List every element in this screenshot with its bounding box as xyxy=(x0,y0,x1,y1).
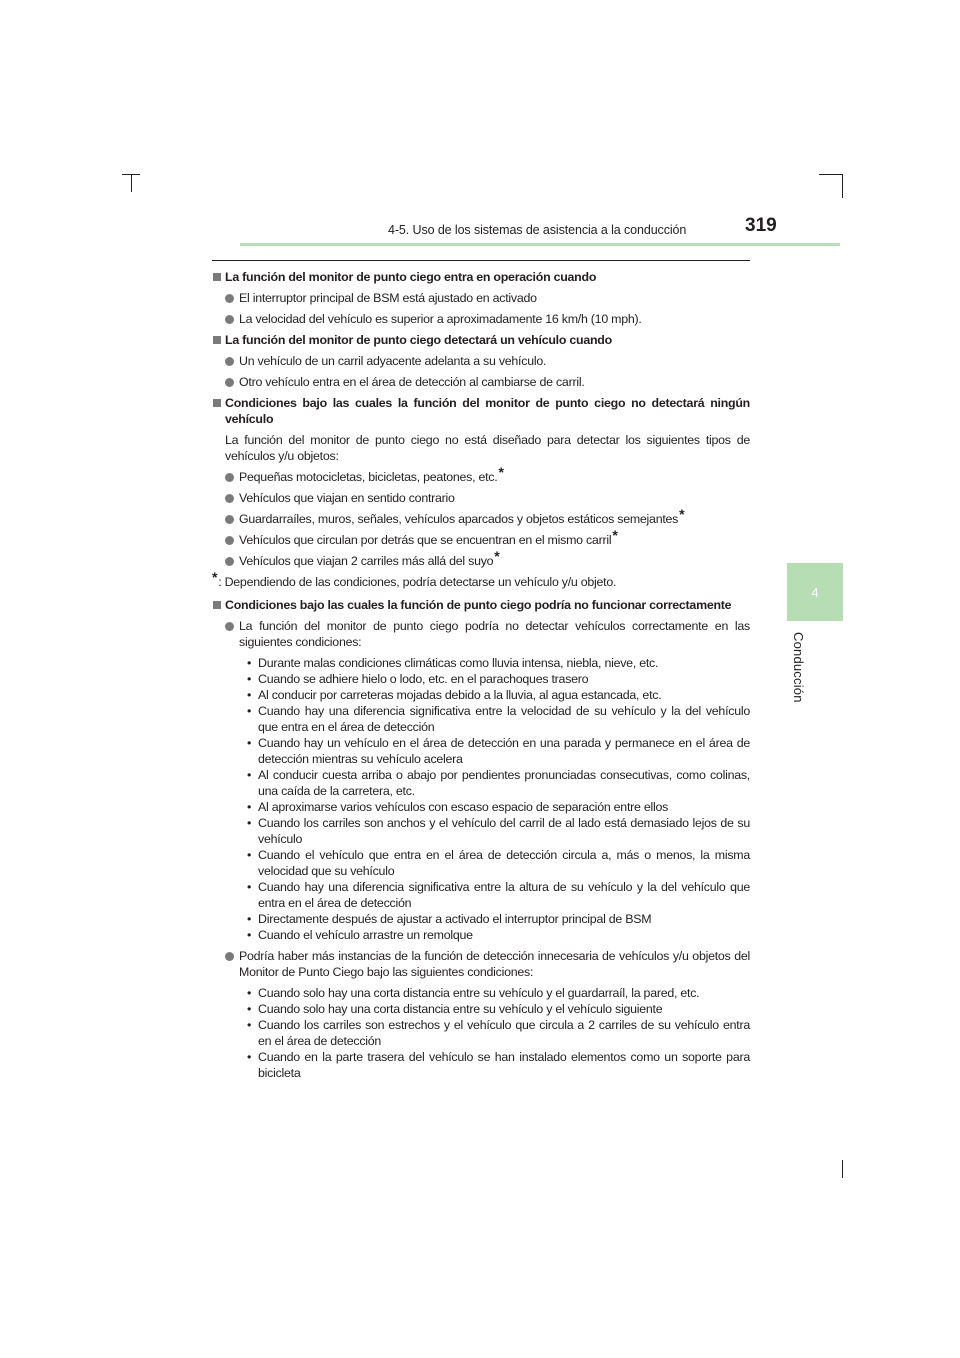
bullet-item xyxy=(212,506,750,527)
circle-bullet-icon xyxy=(225,315,234,324)
sub-item-text: Cuando hay una diferencia significativa entre la velocidad de su vehículo y la del vehículo que entra en el área de detección xyxy=(258,704,750,734)
middot-icon: • xyxy=(247,656,252,670)
circle-bullet-icon xyxy=(225,357,234,366)
sub-item-text: Directamente después de ajustar a activado el interruptor principal de BSM xyxy=(258,912,652,926)
footnote-asterisk: * xyxy=(679,506,685,522)
square-bullet-icon xyxy=(213,399,221,407)
bullet-text: Otro vehículo entra en el área de detección al cambiarse de carril. xyxy=(239,375,585,389)
bullet-text: La velocidad del vehículo es superior a aproximadamente 16 km/h (10 mph). xyxy=(239,312,642,326)
middot-icon: • xyxy=(247,1050,252,1064)
bullet-item xyxy=(212,527,750,548)
section-heading xyxy=(212,395,750,427)
heading-text: Condiciones bajo las cuales la función de punto ciego podría no funcionar correctamente xyxy=(225,598,732,612)
sub-item-text: Cuando el vehículo que entra en el área de detección circula a, más o menos, la misma velocidad que su vehículo xyxy=(258,848,750,878)
bullet-text: Guardarraíles, muros, señales, vehículos aparcados y objetos estáticos semejantes xyxy=(239,512,679,526)
middot-icon: • xyxy=(247,672,252,686)
crop-mark xyxy=(131,174,132,192)
sub-item-text: Cuando en la parte trasera del vehículo se han instalado elementos como un soporte para bicicleta xyxy=(258,1050,750,1080)
circle-bullet-icon xyxy=(225,294,234,303)
sub-list-item xyxy=(245,1017,750,1049)
circle-bullet-icon xyxy=(225,473,234,482)
header-rule xyxy=(240,243,840,246)
middot-icon: • xyxy=(247,736,252,750)
sub-list-item xyxy=(245,847,750,879)
footnote-asterisk: * xyxy=(498,464,504,480)
bullet-text: Podría haber más instancias de la función de detección innecesaria de vehículos y/u objetos del Monitor de Punto Ciego bajo las siguientes condiciones: xyxy=(239,949,750,979)
middot-icon: • xyxy=(247,912,252,926)
sub-item-text: Cuando hay una diferencia significativa entre la altura de su vehículo y la del vehículo que entra en el área de detección xyxy=(258,880,750,910)
middot-icon: • xyxy=(247,704,252,718)
bullet-item xyxy=(212,374,750,390)
bullet-item xyxy=(212,548,750,569)
bullet-text: Vehículos que circulan por detrás que se encuentran en el mismo carril xyxy=(239,533,612,547)
sub-list-item xyxy=(245,687,750,703)
sub-list-item xyxy=(245,927,750,943)
bullet-text: La función del monitor de punto ciego podría no detectar vehículos correctamente en las siguientes condiciones: xyxy=(239,619,750,649)
sub-list-item xyxy=(245,911,750,927)
sub-list-item xyxy=(245,815,750,847)
circle-bullet-icon xyxy=(225,622,234,631)
sub-item-text: Cuando los carriles son estrechos y el vehículo que circula a 2 carriles de su vehículo entra en el área de detección xyxy=(258,1018,750,1048)
middot-icon: • xyxy=(247,800,252,814)
sub-item-text: Al aproximarse varios vehículos con escaso espacio de separación entre ellos xyxy=(258,800,669,814)
middot-icon: • xyxy=(247,1002,252,1016)
middot-icon: • xyxy=(247,768,252,782)
middot-icon: • xyxy=(247,986,252,1000)
sub-list-item xyxy=(245,879,750,911)
sub-list xyxy=(212,985,750,1081)
sub-list-item xyxy=(245,735,750,767)
heading-text: La función del monitor de punto ciego entra en operación cuando xyxy=(225,270,597,284)
chapter-label: Conducción xyxy=(791,632,806,703)
circle-bullet-icon xyxy=(225,557,234,566)
bullet-item xyxy=(212,618,750,650)
sub-item-text: Al conducir por carreteras mojadas debido a la lluvia, al agua estancada, etc. xyxy=(258,688,662,702)
section-heading xyxy=(212,597,750,613)
sub-list-item xyxy=(245,767,750,799)
bullet-item xyxy=(212,948,750,980)
crop-mark xyxy=(842,1160,843,1178)
crop-mark xyxy=(842,174,843,198)
bullet-item xyxy=(212,490,750,506)
sub-list-item xyxy=(245,655,750,671)
circle-bullet-icon xyxy=(225,952,234,961)
sub-item-text: Durante malas condiciones climáticas como lluvia intensa, niebla, nieve, etc. xyxy=(258,656,659,670)
section-title: 4-5. Uso de los sistemas de asistencia a la conducción xyxy=(388,223,687,237)
sub-list-item xyxy=(245,671,750,687)
middot-icon: • xyxy=(247,1018,252,1032)
footnote xyxy=(212,569,750,590)
footnote-asterisk: * xyxy=(494,548,500,564)
sub-item-text: Cuando solo hay una corta distancia entre su vehículo y el guardarraíl, la pared, etc. xyxy=(258,986,700,1000)
bullet-text: Un vehículo de un carril adyacente adelanta a su vehículo. xyxy=(239,354,547,368)
sub-list-item xyxy=(245,1049,750,1081)
main-content xyxy=(212,269,750,1086)
circle-bullet-icon xyxy=(225,515,234,524)
footnote-asterisk: * xyxy=(612,527,618,543)
heading-text: La función del monitor de punto ciego detectará un vehículo cuando xyxy=(225,333,612,347)
square-bullet-icon xyxy=(213,336,221,344)
sub-list-item xyxy=(245,799,750,815)
sub-item-text: Cuando hay un vehículo en el área de detección en una parada y permanece en el área de detección mientras su vehículo acelera xyxy=(258,736,750,766)
sub-list-item xyxy=(245,985,750,1001)
sub-list xyxy=(212,655,750,943)
bullet-item xyxy=(212,311,750,327)
sub-item-text: Cuando se adhiere hielo o lodo, etc. en el parachoques trasero xyxy=(258,672,589,686)
sub-item-text: Cuando los carriles son anchos y el vehículo del carril de al lado está demasiado lejos de su vehículo xyxy=(258,816,750,846)
middot-icon: • xyxy=(247,928,252,942)
bullet-item xyxy=(212,353,750,369)
sub-item-text: Cuando el vehículo arrastre un remolque xyxy=(258,928,473,942)
content-rule xyxy=(212,260,750,261)
chapter-tab xyxy=(787,563,843,621)
bullet-item xyxy=(212,464,750,485)
sub-list-item xyxy=(245,703,750,735)
circle-bullet-icon xyxy=(225,494,234,503)
crop-mark xyxy=(122,174,140,175)
middot-icon: • xyxy=(247,880,252,894)
square-bullet-icon xyxy=(213,601,221,609)
bullet-text: Vehículos que viajan en sentido contrario xyxy=(239,491,455,505)
bullet-text: Pequeñas motocicletas, bicicletas, peatones, etc. xyxy=(239,470,498,484)
bullet-item xyxy=(212,290,750,306)
intro-paragraph: La función del monitor de punto ciego no está diseñado para detectar los siguientes tipos de vehículos y/u objetos: xyxy=(225,433,750,463)
section-heading xyxy=(212,269,750,285)
crop-mark xyxy=(819,174,843,175)
chapter-number: 4 xyxy=(811,584,819,600)
footnote-text: : Dependiendo de las condiciones, podría detectarse un vehículo y/u objeto. xyxy=(218,575,617,589)
section-heading xyxy=(212,332,750,348)
square-bullet-icon xyxy=(213,273,221,281)
bullet-text: Vehículos que viajan 2 carriles más allá del suyo xyxy=(239,554,494,568)
middot-icon: • xyxy=(247,688,252,702)
middot-icon: • xyxy=(247,816,252,830)
sub-item-text: Cuando solo hay una corta distancia entre su vehículo y el vehículo siguiente xyxy=(258,1002,663,1016)
footnote-asterisk: * xyxy=(212,569,218,585)
bullet-text: El interruptor principal de BSM está ajustado en activado xyxy=(239,291,537,305)
circle-bullet-icon xyxy=(225,536,234,545)
sub-list-item xyxy=(245,1001,750,1017)
heading-text: Condiciones bajo las cuales la función del monitor de punto ciego no detectará ningún vehículo xyxy=(225,396,750,426)
page-number: 319 xyxy=(745,215,777,236)
middot-icon: • xyxy=(247,848,252,862)
circle-bullet-icon xyxy=(225,378,234,387)
sub-item-text: Al conducir cuesta arriba o abajo por pendientes pronunciadas consecutivas, como colinas, una caída de la carretera, etc. xyxy=(258,768,750,798)
